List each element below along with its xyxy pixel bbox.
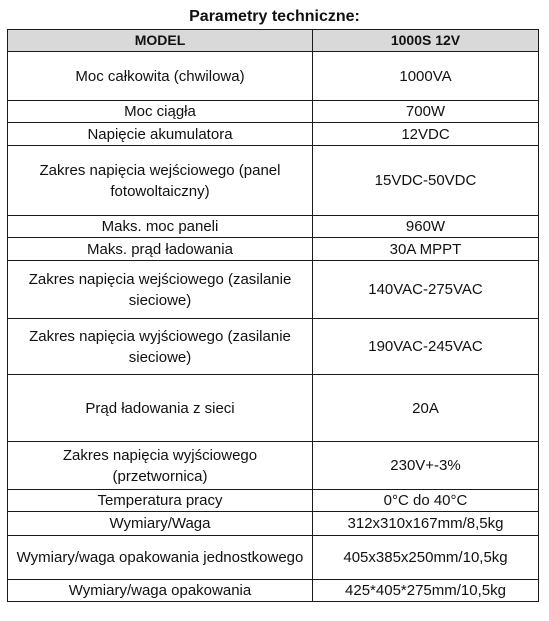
row-value: 312x310x167mm/8,5kg	[313, 512, 539, 536]
page-title: Parametry techniczne:	[189, 8, 360, 25]
row-value: 960W	[313, 216, 539, 238]
table-row	[8, 261, 539, 319]
table-row	[8, 146, 539, 216]
row-value: 190VAC-245VAC	[313, 319, 539, 375]
table-row	[8, 238, 539, 261]
table-row	[8, 101, 539, 123]
row-label: Maks. moc paneli	[8, 216, 313, 238]
row-value: 1000VA	[313, 52, 539, 101]
row-value: 405x385x250mm/10,5kg	[313, 536, 539, 580]
table-header-row	[8, 30, 539, 52]
row-value: 15VDC-50VDC	[313, 146, 539, 216]
row-label: Temperatura pracy	[8, 490, 313, 512]
row-label: Maks. prąd ładowania	[8, 238, 313, 261]
specs-table	[7, 29, 539, 602]
row-value: 20A	[313, 375, 539, 442]
table-row	[8, 52, 539, 101]
table-row	[8, 442, 539, 490]
row-label: Zakres napięcia wejściowego (zasilanie sieciowe)	[8, 261, 313, 319]
row-value: 12VDC	[313, 123, 539, 146]
table-row	[8, 319, 539, 375]
row-label: Wymiary/Waga	[8, 512, 313, 536]
row-label: Moc całkowita (chwilowa)	[8, 52, 313, 101]
row-label: Wymiary/waga opakowania jednostkowego	[8, 536, 313, 580]
table-row	[8, 490, 539, 512]
row-label: Zakres napięcia wyjściowego (przetwornica)	[8, 442, 313, 490]
row-label: Zakres napięcia wejściowego (panel fotowoltaiczny)	[8, 146, 313, 216]
header-model: MODEL	[8, 30, 313, 52]
row-label: Moc ciągła	[8, 101, 313, 123]
row-value: 700W	[313, 101, 539, 123]
row-label: Napięcie akumulatora	[8, 123, 313, 146]
table-row	[8, 375, 539, 442]
table-row	[8, 536, 539, 580]
header-model-value: 1000S 12V	[313, 30, 539, 52]
row-label: Wymiary/waga opakowania	[8, 580, 313, 602]
row-value: 0°C do 40°C	[313, 490, 539, 512]
row-value: 140VAC-275VAC	[313, 261, 539, 319]
table-row	[8, 123, 539, 146]
row-label: Prąd ładowania z sieci	[8, 375, 313, 442]
table-row	[8, 512, 539, 536]
row-value: 30A MPPT	[313, 238, 539, 261]
row-value: 425*405*275mm/10,5kg	[313, 580, 539, 602]
table-row	[8, 580, 539, 602]
row-value: 230V+-3%	[313, 442, 539, 490]
row-label: Zakres napięcia wyjściowego (zasilanie sieciowe)	[8, 319, 313, 375]
table-row	[8, 216, 539, 238]
